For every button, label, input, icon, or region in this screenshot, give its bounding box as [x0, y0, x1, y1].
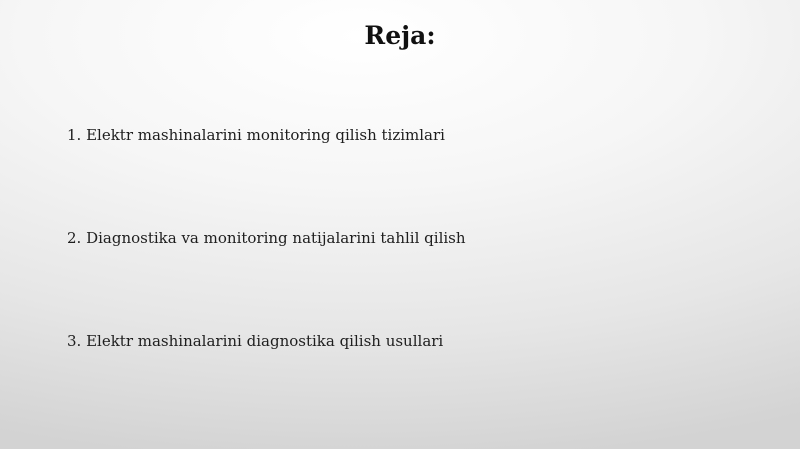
slide-title: Reja: — [364, 21, 436, 50]
plan-item-3: 3. Elektr mashinalarini diagnostika qilish usullari — [67, 332, 444, 350]
plan-item-2: 2. Diagnostika va monitoring natijalarini tahlil qilish — [67, 229, 466, 247]
plan-item-1: 1. Elektr mashinalarini monitoring qilish tizimlari — [67, 126, 445, 144]
